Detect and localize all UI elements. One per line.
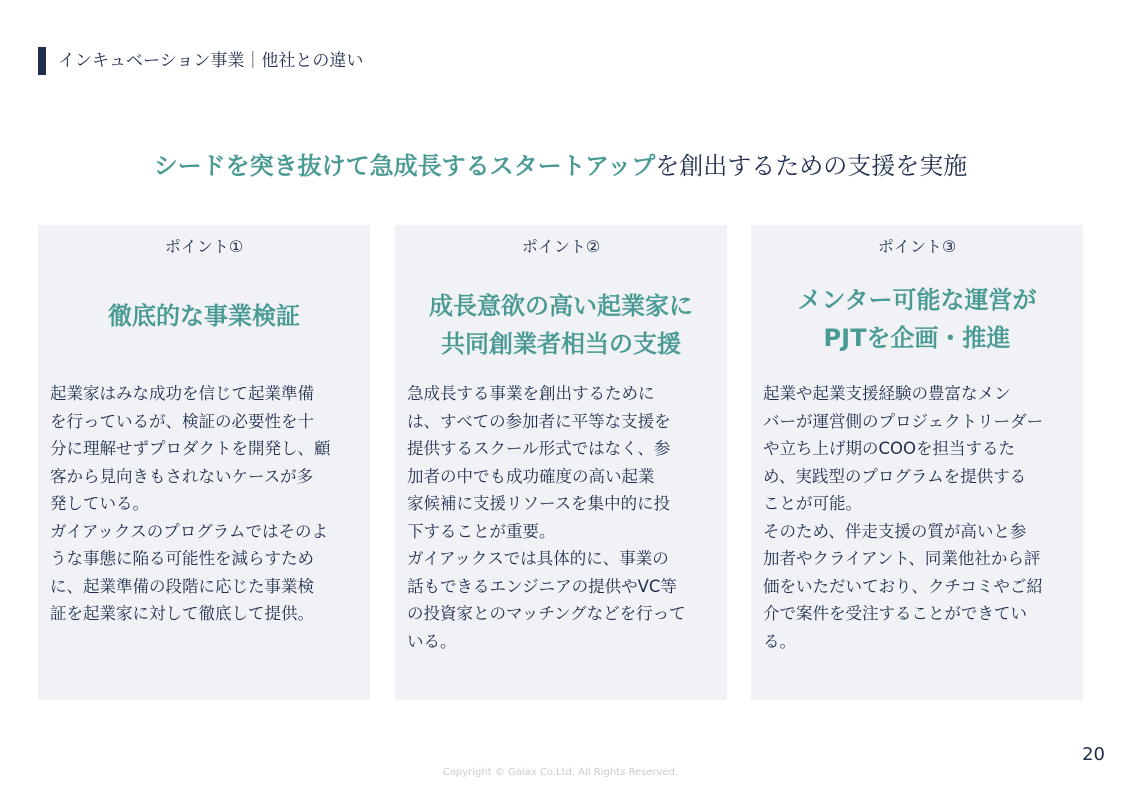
body-line: ガイアックスでは具体的に、事業の (407, 549, 669, 568)
body-line: 下することが重要。 (407, 521, 556, 541)
card-title (395, 287, 727, 363)
body-line: 提供するスクール形式ではなく、参 (407, 439, 671, 458)
card-body (763, 380, 1079, 655)
body-line: の投資家とのマッチングなどを行って (407, 604, 686, 623)
body-line: る。 (763, 631, 796, 651)
body-line: そのため、伴走支援の質が高いと参 (763, 521, 1027, 541)
point-card-3 (751, 225, 1083, 700)
body-line: に、起業準備の段階に応じた事業検 (50, 576, 314, 596)
copyright: Copyright © Gaiax Co.Ltd. All Rights Reserved. (442, 767, 679, 778)
card-label: ポイント② (521, 237, 601, 256)
body-line: は、すべての参加者に平等な支援を (407, 411, 671, 431)
card-title-line: 成長意欲の高い起業家に (429, 292, 693, 320)
body-line: 起業や起業支援経験の豊富なメン (763, 384, 1011, 403)
point-card-1 (38, 225, 370, 700)
card-title-line: 共同創業者相当の支援 (441, 330, 681, 358)
headline-rest: を創出するための支援を実施 (655, 152, 968, 180)
body-line: バーが運営側のプロジェクトリーダー (763, 411, 1044, 431)
body-line: 加者の中でも成功確度の高い起業 (407, 466, 655, 486)
body-line: 急成長する事業を創出するために (407, 384, 655, 403)
body-line: を行っているが、検証の必要性を十 (50, 411, 314, 431)
body-line: ことが可能。 (763, 494, 862, 513)
card-label: ポイント① (164, 237, 244, 256)
card-body (407, 380, 723, 655)
card-title (38, 297, 370, 335)
point-card-2 (395, 225, 727, 700)
card-title-line: PJTを企画・推進 (823, 324, 1011, 352)
body-line: 起業家はみな成功を信じて起業準備 (50, 384, 314, 403)
body-line: 話もできるエンジニアの提供やVC等 (407, 576, 677, 596)
body-line: 価をいただいており、クチコミやご紹 (763, 576, 1043, 596)
card-title (751, 281, 1083, 357)
headline (0, 146, 1121, 186)
card-body (50, 380, 366, 628)
body-line: うな事態に陥る可能性を減らすため (50, 549, 314, 568)
body-line: 家候補に支援リソースを集中的に投 (407, 494, 671, 513)
body-line: 客から見向きもされないケースが多 (50, 466, 314, 486)
section-marker (38, 47, 46, 75)
body-line: 加者やクライアント、同業他社から評 (763, 549, 1041, 568)
body-line: や立ち上げ期のCOOを担当するた (763, 439, 1015, 458)
body-line: 発している。 (50, 494, 149, 513)
body-line: 証を起業家に対して徹底して提供。 (50, 604, 314, 623)
card-title-line: メンター可能な運営が (797, 286, 1037, 314)
body-line: いる。 (407, 631, 457, 651)
body-line: 介で案件を受注することができてい (763, 604, 1027, 623)
card-label: ポイント③ (877, 237, 957, 256)
body-line: ガイアックスのプログラムではそのよ (50, 521, 329, 541)
body-line: 分に理解せずプロダクトを開発し、顧 (50, 439, 331, 458)
section-title: インキュベーション事業｜他社との違い (58, 51, 364, 71)
card-title-line: 徹底的な事業検証 (108, 302, 300, 330)
page-number: 20 (1082, 744, 1105, 765)
headline-accent: シードを突き抜けて急成長するスタートアップ (153, 152, 656, 180)
body-line: め、実践型のプログラムを提供する (763, 466, 1027, 486)
